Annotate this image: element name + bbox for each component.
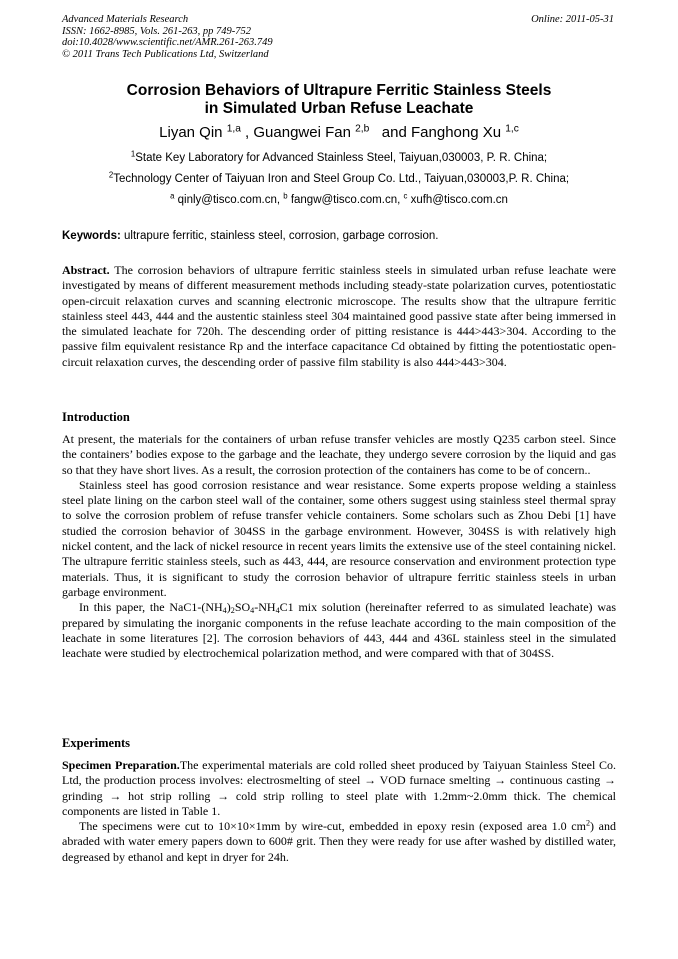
- author-sup: 1,a: [226, 123, 241, 135]
- email-text[interactable]: fangw@tisco.com.cn,: [287, 194, 404, 206]
- text-run: C1 mix solution (hereinafter referred to as simulated leachate) was prepared by simulating the inorganic components in the refuse leachate according to the main composition of the leachate in some literatures [2]. The corrosion behaviors of 443, 444 and 436L stainless steel in the simulated leachate were studied by electrochemical polarization method, and were compared with that of 304SS.: [62, 600, 616, 661]
- journal-name: Advanced Materials Research: [62, 14, 189, 25]
- exp-text: The experimental materials are cold rolled sheet produced by Taiyuan Stainless Steel Co. Ltd, the production process involves: electrosmelting of steel → VOD furnace smelting → continuous casting → grinding → hot strip rolling → cold strip rolling to steel plate with 1.2mm~2.0mm thick. The chemical components are listed in Table 1.: [62, 758, 616, 818]
- text-run: SO: [234, 600, 251, 615]
- exp-lead-label: Specimen Preparation.: [62, 758, 180, 772]
- paper-title: [62, 82, 616, 118]
- subscript: 4: [250, 606, 255, 616]
- affiliation-text: State Key Laboratory for Advanced Stainless Steel, Taiyuan,030003, P. R. China;: [135, 152, 548, 164]
- author-sep: ,: [240, 124, 254, 141]
- intro-paragraph-3: [62, 600, 616, 661]
- keywords-label: Keywords:: [62, 230, 121, 242]
- text-run: In this paper, the NaC1-(NH: [79, 600, 223, 615]
- keywords-text: ultrapure ferritic, stainless steel, corrosion, garbage corrosion.: [120, 230, 439, 242]
- title-line-2: in Simulated Urban Refuse Leachate: [204, 100, 474, 117]
- experiments-heading: Experiments: [62, 736, 131, 750]
- subscript: 4: [275, 606, 280, 616]
- author-name: Guangwei Fan: [253, 124, 351, 141]
- affiliation-sup: 1: [130, 149, 136, 159]
- author-sup: 1,c: [505, 123, 519, 135]
- superscript: 2: [585, 818, 591, 828]
- email-sup: b: [283, 191, 288, 201]
- affiliation-1: [62, 151, 616, 165]
- abstract-label: Abstract.: [62, 263, 110, 277]
- exp-paragraph-2: [62, 819, 616, 865]
- subscript: 4: [222, 606, 227, 616]
- author-name: Fanghong Xu: [411, 124, 502, 141]
- email-text[interactable]: xufh@tisco.com.cn: [407, 194, 508, 206]
- text-run: ): [226, 600, 231, 615]
- email-text[interactable]: qinly@tisco.com.cn,: [174, 194, 284, 206]
- author-name: Liyan Qin: [159, 124, 223, 141]
- issn-line: ISSN: 1662-8985, Vols. 261-263, pp 749-752: [62, 25, 251, 37]
- title-line-1: Corrosion Behaviors of Ultrapure Ferritic Stainless Steels: [126, 82, 552, 99]
- email-line: [62, 193, 616, 207]
- affiliation-2: [62, 172, 616, 186]
- intro-paragraph-2: Stainless steel has good corrosion resistance and wear resistance. Some experts propose welding a stainless steel plate lining on the carbon steel wall of the container, some others suggest using stainless steel thermal spray to solve the corrosion problem of refuse transfer vehicle containers. Some scholars such as Zhou Debi [1] have studied the corrosion behavior of 304SS in the garbage environment. However, 304SS is with relatively high nickel content, and the lack of nickel resource in recent years limits the extensive use of the steel containing nickel. The ultrapure ferritic stainless steels, such as 443, 444, are resource conservation and environment protection type materials. Thus, it is significant to study the corrosion behavior of ultrapure ferritic stainless steels in urban garbage environment.: [62, 477, 616, 599]
- author-sep: and: [369, 124, 411, 141]
- experiments-body: [62, 758, 616, 865]
- online-date: Online: 2011-05-31: [531, 14, 614, 25]
- introduction-heading: Introduction: [62, 410, 130, 424]
- abstract: [62, 263, 616, 370]
- text-run: ) and abraded with water emery papers down to 600# grit. Then they were ready for use after washed by distilled water, degreased by ethanol and kept in dryer for 24h.: [62, 819, 616, 864]
- subscript: 2: [230, 606, 235, 616]
- doi-line: doi:10.4028/www.scientific.net/AMR.261-263.749: [62, 37, 273, 48]
- copyright-line: © 2011 Trans Tech Publications Ltd, Switzerland: [62, 48, 269, 60]
- introduction-body: [62, 432, 616, 661]
- text-run: The specimens were cut to 10×10×1mm by wire-cut, embedded in epoxy resin (exposed area 1.0 cm: [79, 819, 586, 834]
- author-sup: 2,b: [355, 123, 370, 135]
- author-list: [62, 124, 616, 142]
- intro-paragraph-1: At present, the materials for the containers of urban refuse transfer vehicles are mostly Q235 carbon steel. Since the containers’ bodies expose to the garbage and the leachate, they undergo severe corrosion by the liquid and gas so that they have short lives. As a result, the corrosion protection of the containers has come to be of concern..: [62, 432, 616, 477]
- abstract-text: The corrosion behaviors of ultrapure ferritic stainless steels in simulated urban refuse leachate were investigated by means of different measurement methods including steady-state polarization curves, potentiostatic open-circuit relaxation curves and scanning electronic microscope. The results show that the ultrapure ferritic stainless steel 443, 444 and the austentic stainless steel 304 maintained good passive state after being immersed in the simulated leachate for 720h. The descending order of pitting resistance is 444>443>304. According to the passive film equivalent resistance Rp and the interface capacitance Cd obtained by fitting the potentiostatic open-circuit relaxation curves, the descending order of passive film stability is also 444>443>304.: [62, 263, 616, 369]
- affiliation-text: Technology Center of Taiyuan Iron and Steel Group Co. Ltd., Taiyuan,030003,P. R. China;: [113, 173, 570, 185]
- text-run: -NH: [254, 600, 276, 615]
- exp-paragraph-1: [62, 758, 616, 819]
- journal-header: [62, 14, 622, 60]
- affiliation-sup: 2: [108, 170, 114, 180]
- keywords: [62, 229, 622, 243]
- email-sup: a: [170, 191, 175, 201]
- email-sup: c: [403, 191, 408, 201]
